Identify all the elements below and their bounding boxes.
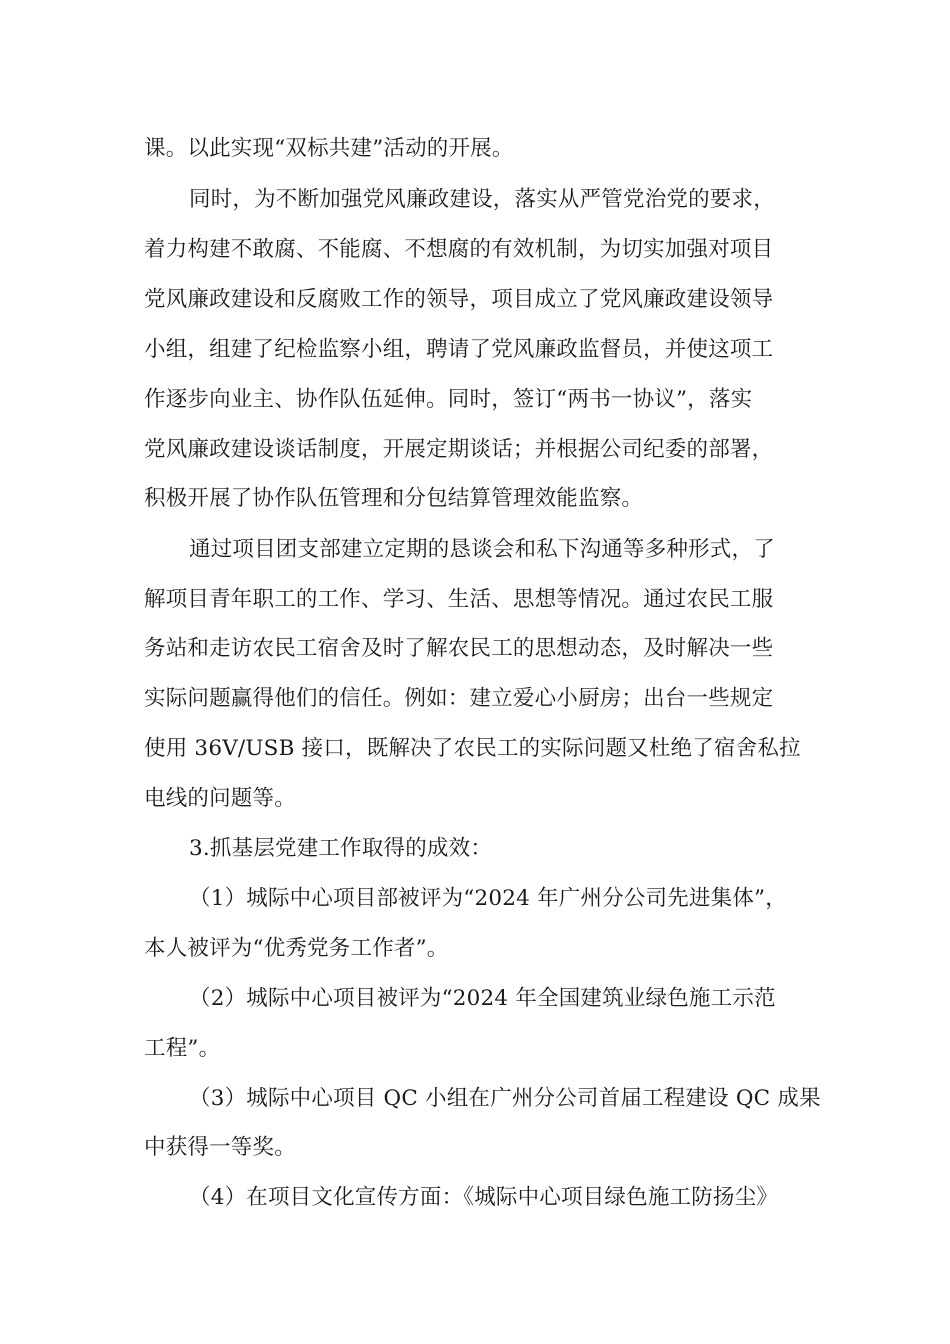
text-line: 课。以此实现“双标共建”活动的开展。 [144, 136, 514, 161]
text-line: 实际问题赢得他们的信任。例如：建立爱心小厨房；出台一些规定 [144, 686, 774, 711]
text-line: 党风廉政建设谈话制度，开展定期谈话；并根据公司纪委的部署， [144, 437, 774, 462]
section-heading: 3.抓基层党建工作取得的成效： [189, 836, 493, 861]
text-line: 电线的问题等。 [144, 786, 296, 811]
list-item: （4）在项目文化宣传方面：《城际中心项目绿色施工防扬尘》 [189, 1185, 779, 1210]
text-line: 作逐步向业主、协作队伍延伸。同时，签订“两书一协议”，落实 [144, 387, 753, 412]
list-item-continued: 工程”。 [144, 1036, 221, 1061]
list-item: （1）城际中心项目部被评为“2024 年广州分公司先进集体”， [189, 886, 787, 911]
list-item-continued: 中获得一等奖。 [144, 1135, 296, 1160]
text-line: 解项目青年职工的工作、学习、生活、思想等情况。通过农民工服 [144, 587, 774, 612]
text-line: 着力构建不敢腐、不能腐、不想腐的有效机制，为切实加强对项目 [144, 237, 774, 262]
text-line: 务站和走访农民工宿舍及时了解农民工的思想动态，及时解决一些 [144, 636, 774, 661]
list-item: （2）城际中心项目被评为“2024 年全国建筑业绿色施工示范 [189, 986, 776, 1011]
text-line: 小组，组建了纪检监察小组，聘请了党风廉政监督员，并使这项工 [144, 337, 774, 362]
list-item-continued: 本人被评为“优秀党务工作者”。 [144, 936, 449, 961]
text-line: 同时，为不断加强党风廉政建设，落实从严管党治党的要求， [189, 187, 775, 212]
list-item: （3）城际中心项目 QC 小组在广州分公司首届工程建设 QC 成果 [189, 1086, 821, 1111]
text-line: 积极开展了协作队伍管理和分包结算管理效能监察。 [144, 486, 644, 511]
text-line: 党风廉政建设和反腐败工作的领导，项目成立了党风廉政建设领导 [144, 287, 774, 312]
text-line: 使用 36V/USB 接口，既解决了农民工的实际问题又杜绝了宿舍私拉 [144, 736, 801, 761]
text-line: 通过项目团支部建立定期的恳谈会和私下沟通等多种形式，了 [189, 537, 775, 562]
